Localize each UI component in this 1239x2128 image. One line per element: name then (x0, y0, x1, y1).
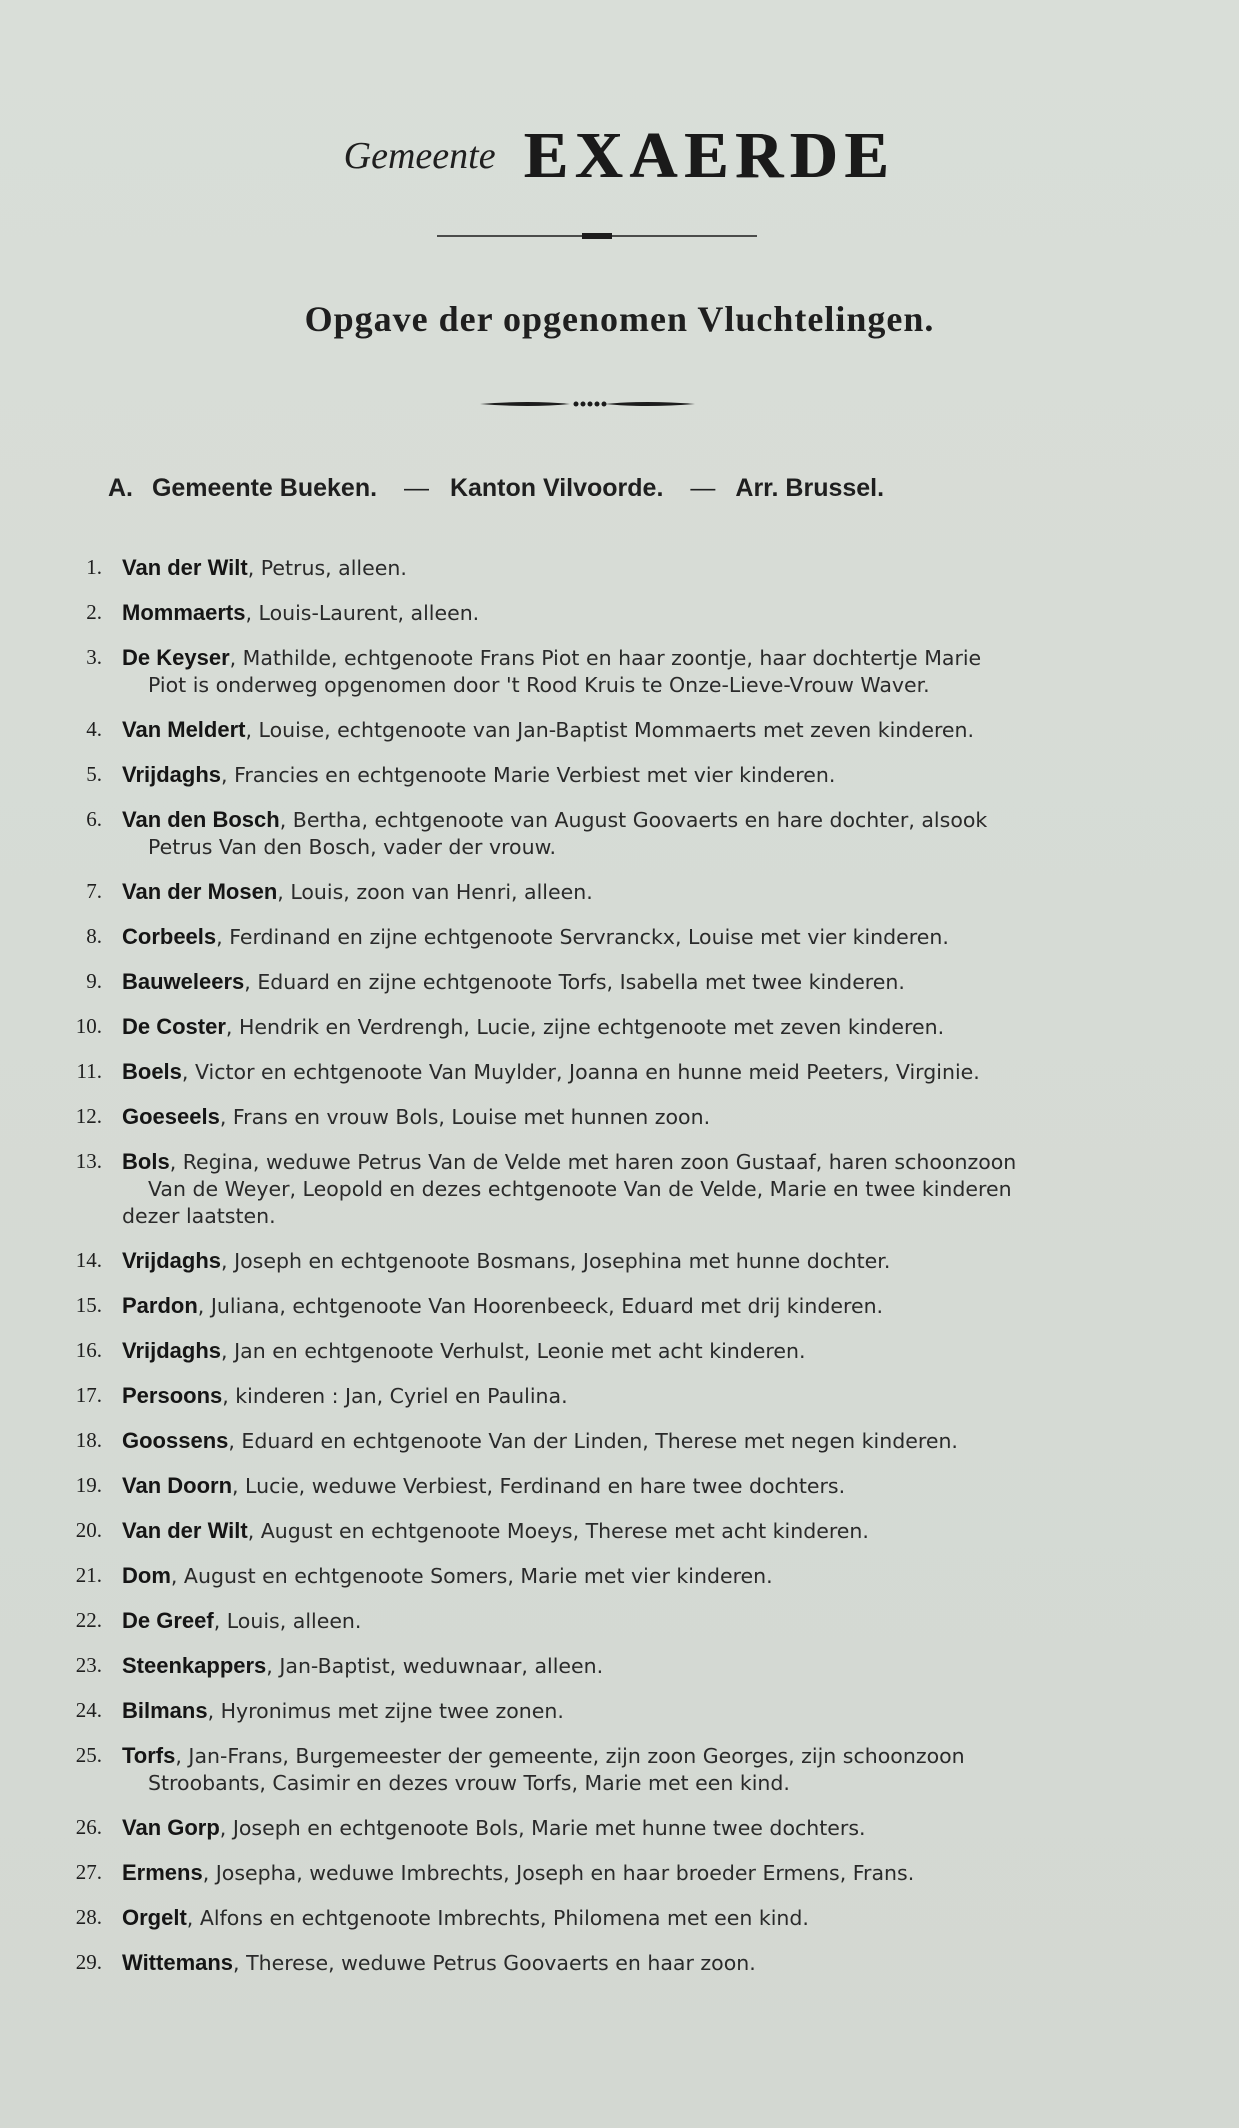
entry-number: 19. (75, 1473, 102, 1497)
entry-text (122, 1292, 1170, 1320)
entry-text (122, 1337, 1170, 1365)
list-item (60, 1292, 1170, 1320)
entry-number: 8. (86, 924, 102, 948)
entry-surname: Bols (122, 1149, 170, 1174)
entry-details: , Francies en echtgenoote Marie Verbiest met vier kinderen. (221, 763, 836, 787)
entry-text (122, 716, 1170, 744)
entry-surname: Van der Mosen (122, 879, 278, 904)
entry-details: , Ferdinand en zijne echtgenoote Servranckx, Louise met vier kinderen. (216, 925, 949, 949)
list-item (60, 806, 1170, 861)
entry-details: , August en echtgenoote Moeys, Therese met acht kinderen. (247, 1519, 869, 1543)
entry-surname: Persoons (122, 1383, 223, 1408)
list-item (60, 1904, 1170, 1932)
entry-surname: Vrijdaghs (122, 1338, 222, 1363)
entry-surname: Vrijdaghs (122, 1248, 222, 1273)
entry-number: 14. (75, 1248, 102, 1272)
entry-details: , Joseph en echtgenoote Bosmans, Josephina met hunne dochter. (221, 1249, 891, 1273)
list-item (60, 554, 1170, 582)
entry-details: , Jan en echtgenoote Verhulst, Leonie met acht kinderen. (221, 1339, 806, 1363)
entry-surname: Wittemans (122, 1950, 234, 1975)
entry-details: , Louis-Laurent, alleen. (245, 601, 480, 625)
list-item (60, 1058, 1170, 1086)
entry-details: , Lucie, weduwe Verbiest, Ferdinand en hare twee dochters. (232, 1474, 846, 1498)
list-item (60, 716, 1170, 744)
entry-number: 23. (75, 1653, 102, 1677)
list-item (60, 1247, 1170, 1275)
entry-details: , August en echtgenoote Somers, Marie met vier kinderen. (170, 1564, 773, 1588)
entry-surname: De Greef (122, 1608, 214, 1633)
list-item (60, 1742, 1170, 1797)
decorative-rule-ornament (480, 398, 695, 410)
entry-number: 20. (75, 1518, 102, 1542)
entry-number: 13. (75, 1149, 102, 1173)
entry-text (122, 1148, 1170, 1230)
entry-number: 12. (75, 1104, 102, 1128)
entry-surname: Bauweleers (122, 969, 245, 994)
entry-continuation: Piot is onderweg opgenomen door 't Rood Kruis te Onze-Lieve-Vrouw Waver. (148, 673, 930, 697)
list-item (60, 1013, 1170, 1041)
entry-text (122, 1562, 1170, 1590)
entry-number: 15. (75, 1293, 102, 1317)
entry-text (122, 1697, 1170, 1725)
entry-text (122, 1472, 1170, 1500)
entry-details: , Mathilde, echtgenoote Frans Piot en haar zoontje, haar dochtertje Marie (229, 646, 982, 670)
entry-number: 9. (86, 969, 102, 993)
town-name: EXAERDE (523, 119, 896, 192)
section-dash: — (404, 474, 429, 502)
entry-text (122, 878, 1170, 906)
entry-surname: Vrijdaghs (122, 762, 222, 787)
entry-surname: Steenkappers (122, 1653, 267, 1678)
list-item (60, 1562, 1170, 1590)
entry-details: , Eduard en zijne echtgenoote Torfs, Isabella met twee kinderen. (244, 970, 905, 994)
entry-number: 2. (86, 600, 102, 624)
entry-details: , Juliana, echtgenoote Van Hoorenbeeck, Eduard met drij kinderen. (197, 1294, 884, 1318)
entry-number: 4. (86, 717, 102, 741)
entry-text (122, 1949, 1170, 1977)
entry-text (122, 1247, 1170, 1275)
entry-text (122, 806, 1170, 861)
list-item (60, 1697, 1170, 1725)
entry-surname: Bilmans (122, 1698, 208, 1723)
document-header (0, 118, 1239, 194)
entry-details: , Therese, weduwe Petrus Goovaerts en haar zoon. (233, 1951, 756, 1975)
entry-text (122, 1814, 1170, 1842)
entry-details: , Victor en echtgenoote Van Muylder, Joanna en hunne meid Peeters, Virginie. (181, 1060, 980, 1084)
entry-details: , Bertha, echtgenoote van August Goovaerts en hare dochter, alsook (279, 808, 988, 832)
entry-text (122, 1013, 1170, 1041)
entry-details: , kinderen : Jan, Cyriel en Paulina. (222, 1384, 568, 1408)
list-item (60, 1517, 1170, 1545)
entry-text (122, 968, 1170, 996)
list-item (60, 1427, 1170, 1455)
entry-number: 24. (75, 1698, 102, 1722)
entry-text (122, 1382, 1170, 1410)
entry-number: 28. (75, 1905, 102, 1929)
entry-details: , Jan-Baptist, weduwnaar, alleen. (266, 1654, 604, 1678)
entry-surname: Mommaerts (122, 600, 246, 625)
entry-text (122, 761, 1170, 789)
entry-surname: Van den Bosch (122, 807, 280, 832)
entry-number: 18. (75, 1428, 102, 1452)
entry-number: 10. (75, 1014, 102, 1038)
entry-details: , Eduard en echtgenoote Van der Linden, Therese met negen kinderen. (228, 1429, 958, 1453)
section-arrondissement: Arr. Brussel. (735, 474, 885, 502)
entry-text (122, 923, 1170, 951)
entry-details: , Hyronimus met zijne twee zonen. (207, 1699, 564, 1723)
list-item (60, 1607, 1170, 1635)
entry-number: 17. (75, 1383, 102, 1407)
entry-details: , Regina, weduwe Petrus Van de Velde met haren zoon Gustaaf, haren schoonzoon (169, 1150, 1017, 1174)
entry-number: 3. (86, 645, 102, 669)
entry-number: 7. (86, 879, 102, 903)
entry-number: 16. (75, 1338, 102, 1362)
list-item (60, 1148, 1170, 1230)
list-item (60, 599, 1170, 627)
entry-text (122, 1103, 1170, 1131)
entry-number: 6. (86, 807, 102, 831)
entry-continuation: Stroobants, Casimir en dezes vrouw Torfs, Marie met een kind. (148, 1771, 790, 1795)
entry-text (122, 1607, 1170, 1635)
entry-details: , Petrus, alleen. (247, 556, 407, 580)
entry-details: , Joseph en echtgenoote Bols, Marie met hunne twee dochters. (219, 1816, 866, 1840)
decorative-rule-top (437, 232, 757, 240)
entry-surname: Corbeels (122, 924, 217, 949)
entry-surname: Torfs (122, 1743, 176, 1768)
entry-details: , Alfons en echtgenoote Imbrechts, Philomena met een kind. (186, 1906, 809, 1930)
entry-text (122, 1859, 1170, 1887)
entry-surname: Orgelt (122, 1905, 187, 1930)
entry-text (122, 1652, 1170, 1680)
entry-text (122, 1517, 1170, 1545)
list-item (60, 1949, 1170, 1977)
entry-surname: De Keyser (122, 645, 230, 670)
entry-number: 26. (75, 1815, 102, 1839)
entry-continuation: Petrus Van den Bosch, vader der vrouw. (148, 835, 556, 859)
entry-number: 1. (86, 555, 102, 579)
entry-details: , Louis, alleen. (213, 1609, 362, 1633)
entry-surname: Pardon (122, 1293, 198, 1318)
list-item (60, 1472, 1170, 1500)
list-item (60, 968, 1170, 996)
entry-text (122, 644, 1170, 699)
list-item (60, 644, 1170, 699)
entry-surname: Van Doorn (122, 1473, 233, 1498)
list-item (60, 1859, 1170, 1887)
entry-details: , Louise, echtgenoote van Jan-Baptist Mommaerts met zeven kinderen. (245, 718, 975, 742)
entry-surname: Van Gorp (122, 1815, 220, 1840)
entry-details: , Josepha, weduwe Imbrechts, Joseph en haar broeder Ermens, Frans. (202, 1861, 915, 1885)
entry-surname: Goossens (122, 1428, 229, 1453)
list-item (60, 1382, 1170, 1410)
entry-surname: Dom (122, 1563, 171, 1588)
entry-number: 21. (75, 1563, 102, 1587)
list-item (60, 1652, 1170, 1680)
entry-surname: Van der Wilt (122, 555, 248, 580)
entry-surname: De Coster (122, 1014, 226, 1039)
list-item (60, 1337, 1170, 1365)
list-item (60, 761, 1170, 789)
list-item (60, 878, 1170, 906)
entry-text (122, 554, 1170, 582)
entry-surname: Boels (122, 1059, 182, 1084)
section-gemeente: Gemeente Bueken. (151, 474, 378, 502)
entry-number: 22. (75, 1608, 102, 1632)
entry-text (122, 1904, 1170, 1932)
entry-text (122, 599, 1170, 627)
section-kanton: Kanton Vilvoorde. (449, 474, 664, 502)
entry-surname: Goeseels (122, 1104, 220, 1129)
entry-continuation: dezer laatsten. (122, 1204, 276, 1228)
entry-number: 11. (76, 1059, 102, 1083)
entry-text (122, 1427, 1170, 1455)
entry-details: , Hendrik en Verdrengh, Lucie, zijne echtgenoote met zeven kinderen. (225, 1015, 945, 1039)
gemeente-label: Gemeente (343, 135, 496, 177)
document-subtitle: Opgave der opgenomen Vluchtelingen. (304, 299, 935, 339)
entry-details: , Frans en vrouw Bols, Louise met hunnen zoon. (219, 1105, 711, 1129)
entry-surname: Ermens (122, 1860, 203, 1885)
section-letter: A. (108, 474, 133, 502)
entry-number: 27. (75, 1860, 102, 1884)
entry-number: 29. (75, 1950, 102, 1974)
refugee-list (60, 554, 1170, 1977)
entry-details: , Jan-Frans, Burgemeester der gemeente, zijn zoon Georges, zijn schoonzoon (175, 1744, 965, 1768)
section-heading (108, 474, 1138, 503)
entry-surname: Van der Wilt (122, 1518, 248, 1543)
entry-number: 5. (86, 762, 102, 786)
entry-continuation: Van de Weyer, Leopold en dezes echtgenoote Van de Velde, Marie en twee kinderen (148, 1177, 1012, 1201)
entry-details: , Louis, zoon van Henri, alleen. (277, 880, 593, 904)
list-item (60, 1103, 1170, 1131)
entry-text (122, 1058, 1170, 1086)
section-dash: — (690, 474, 716, 502)
entry-number: 25. (75, 1743, 102, 1767)
list-item (60, 1814, 1170, 1842)
entry-text (122, 1742, 1170, 1797)
list-item (60, 923, 1170, 951)
entry-surname: Van Meldert (122, 717, 246, 742)
